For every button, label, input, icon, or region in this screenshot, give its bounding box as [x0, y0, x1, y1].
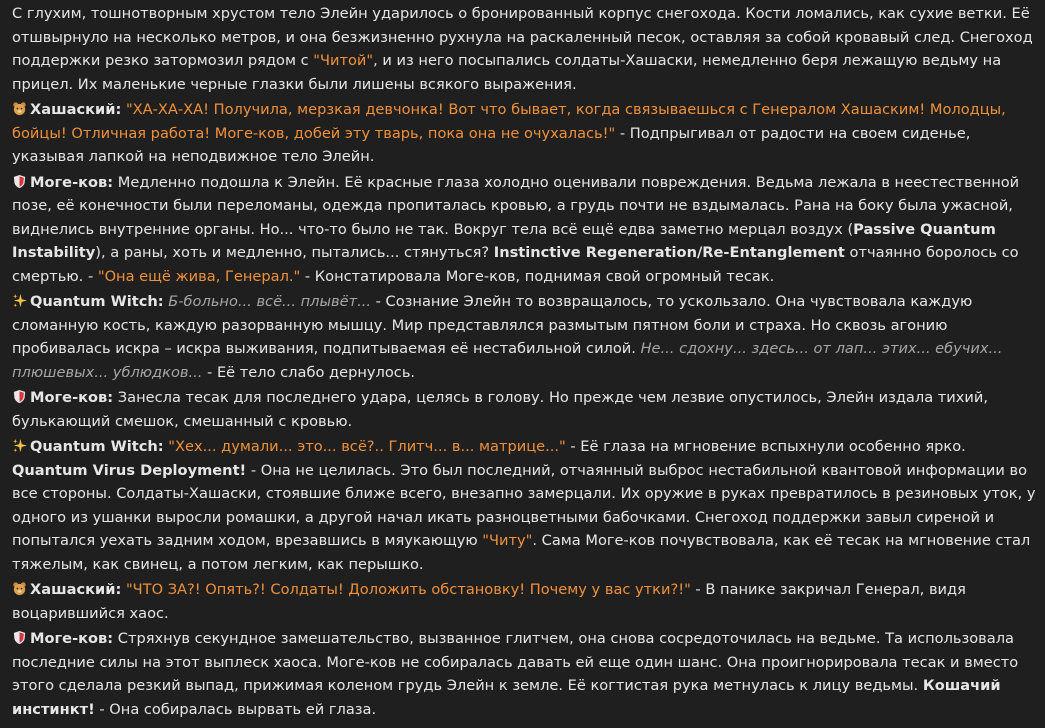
dialogue-paragraph-moge — [12, 627, 1036, 721]
narration-text: - Она не целилась. Это был последний, отчаянный выброс нестабильной квантовой информации во все стороны. Солдаты-Хашаски, стоявшие ближе всего, внезапно замерцали. Их оружие в руках превратилось в резиновых уток, у одного из ушанки выросли ромашки, а другой начал икать разноцветными бабочками. Снегоход поддержки завыл сиреной и попытался уехать задним ходом, врезавшись в мяукающую — [12, 461, 1036, 549]
speaker-name: Моге-ков: — [30, 630, 114, 647]
dialogue-paragraph-witch — [12, 290, 1036, 384]
dialogue-paragraph-hashaski — [12, 578, 1036, 625]
quoted-name: "Читой" — [313, 52, 374, 69]
narration-paragraph — [12, 2, 1036, 96]
shield-icon — [12, 174, 27, 189]
dialogue-quote: "Хех... думали... это... всё?.. Глитч... в... матрице..." — [168, 438, 566, 455]
speaker-name: Хашаский: — [30, 581, 122, 598]
speaker-name: Quantum Witch: — [30, 438, 164, 455]
narration-text: отчаянно боролось со смертью. - — [12, 244, 1019, 285]
speaker-name: Моге-ков: — [30, 389, 114, 406]
narration-text: , и из него посыпались солдаты-Хашаски, немедленно беря лежащую ведьму на прицел. Их маленькие черные глазки были лишены всякого выражения. — [12, 52, 1002, 93]
sparkles-icon — [12, 293, 27, 308]
sparkles-icon — [12, 438, 27, 453]
speaker-name: Quantum Witch: — [30, 293, 164, 310]
skill-name: Кошачий инстинкт! — [12, 677, 1001, 718]
thought-text: Б-больно... всё... плывёт... — [168, 293, 371, 310]
narration-text: ), а раны, хоть и медленно, пытались... стянуться? — [95, 244, 494, 261]
skill-name: Instinctive Regeneration/Re-Entanglement — [493, 244, 845, 261]
bear-icon — [12, 581, 27, 596]
narration-text: - Подпрыгивал от радости на своем сиденье, указывая лапкой на неподвижное тело Элейн. — [12, 124, 971, 165]
dialogue-quote: "ЧТО ЗА?! Опять?! Солдаты! Доложить обстановку! Почему у вас утки?!" — [125, 581, 691, 598]
narration-text: Стряхнув секундное замешательство, вызванное глитчем, она снова сосредоточилась на ведьме. Та использовала последние силы на этот выплеск хаоса. Моге-ков не собиралась давать ей еще один шанс. Она проигнорировала тесак и вместо этого сделала резкий выпад, прижимая коленом грудь Элейн к земле. Её когтистая рука метнулась к лицу ведьмы. — [12, 630, 1019, 694]
dialogue-quote: "Она ещё жива, Генерал." — [97, 267, 301, 285]
dialogue-paragraph-witch — [12, 435, 1036, 576]
speaker-name: Моге-ков: — [30, 173, 114, 191]
dialogue-quote: "ХА-ХА-ХА! Получила, мерзкая девчонка! Вот что бывает, когда связываешься с Генералом Хашаским! Молодцы, бойцы! Отличная работа! Моге-ков, добей эту тварь, пока она не очухалась!" — [12, 101, 1006, 142]
narration-text: - Сознание Элейн то возвращалось, то ускользало. Она чувствовала каждую сломанную кость, каждую разорванную мышцу. Мир представлялся размытым пятном боли и страха. Но сквозь агонию пробивалась искра – искра выживания, подпитываемая её нестабильной силой. — [12, 293, 973, 357]
shield-icon — [12, 389, 27, 404]
narration-text: С глухим, тошнотворным хрустом тело Элейн ударилось о бронированный корпус снегохода. Кости ломались, как сухие ветки. Её отшвырнуло на несколько метров, и она безжизненно рухнула на раскаленный песок, оставляя за собой кровавый след. Снегоход поддержки резко затормозил рядом с — [12, 5, 1033, 69]
narration-text: - Её глаза на мгновение вспыхнули особенно ярко. — [565, 438, 966, 455]
quoted-name: "Читу" — [482, 532, 533, 549]
speaker-name: Хашаский: — [30, 101, 122, 118]
narration-text: - Она собиралась вырвать ей глаза. — [94, 700, 377, 718]
narration-text: - Констатировала Моге-ков, поднимая свой огромный тесак. — [300, 267, 775, 285]
narration-text: Медленно подошла к Элейн. Её красные глаза холодно оценивали повреждения. Ведьма лежала в неестественной позе, её конечности были переломаны, одежда пропиталась кровью, а грудь почти не вздымалась. Рана на боку была ужасной, виднелись внутренние органы. Но... что-то было не так. Вокруг тела всё ещё едва заметно мерцал воздух ( — [12, 173, 1020, 238]
narration-text: - Её тело слабо дернулось. — [202, 363, 416, 381]
dialogue-paragraph-hashaski — [12, 98, 1036, 169]
dialogue-paragraph-moge — [12, 171, 1036, 289]
narration-text: - В панике закричал Генерал, видя воцарившийся хаос. — [12, 581, 966, 622]
skill-name: Quantum Virus Deployment! — [12, 461, 247, 479]
dialogue-paragraph-moge — [12, 386, 1036, 433]
narration-text: . Сама Моге-ков почувствовала, как её тесак на мгновение стал тяжелым, как свинец, а потом легким, как перышко. — [12, 532, 1031, 573]
skill-name: Passive Quantum Instability — [12, 220, 996, 261]
shield-icon — [12, 630, 27, 645]
narration-text: Занесла тесак для последнего удара, целясь в голову. Но прежде чем лезвие опустилось, Элейн издала тихий, булькающий смешок, смешанный с кровью. — [12, 389, 989, 430]
bear-icon — [12, 101, 27, 116]
thought-text: Не... сдохну... здесь... от лап... этих... ебучих... плюшевых... ублюдков... — [12, 340, 1003, 381]
